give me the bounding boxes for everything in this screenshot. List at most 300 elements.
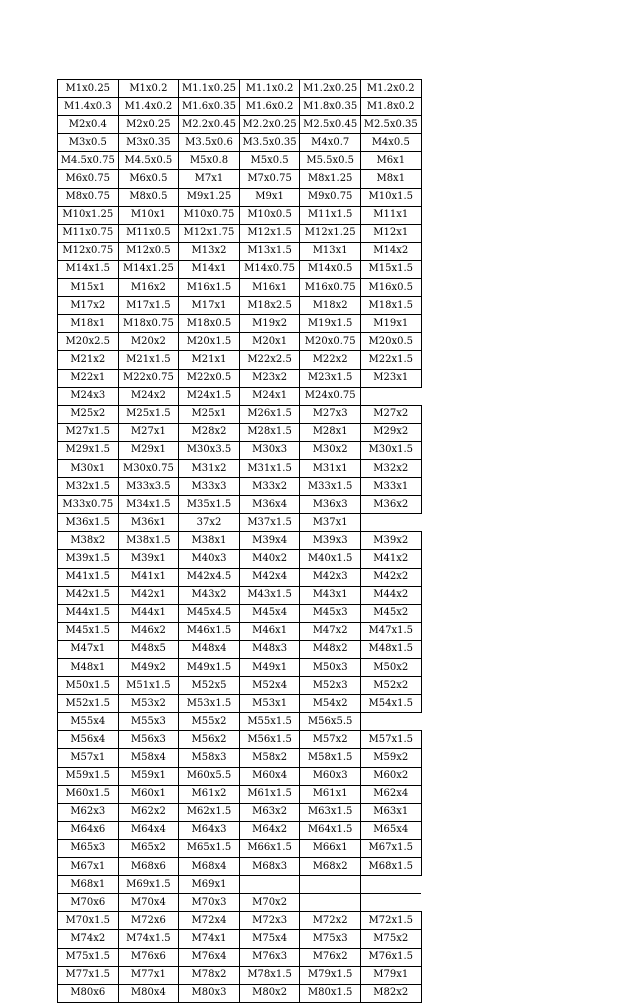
table-cell[interactable]: M48x2 (300, 640, 361, 658)
table-cell[interactable]: M50x2 (360, 659, 421, 677)
table-cell[interactable]: M1.2x0.2 (360, 80, 421, 98)
table-cell[interactable]: M29x2 (360, 423, 421, 441)
table-cell[interactable]: M18x0.5 (179, 315, 240, 333)
table-cell[interactable]: M8x1 (360, 170, 421, 188)
table-cell[interactable]: M47x2 (300, 622, 361, 640)
table-cell[interactable]: M60x1.5 (58, 785, 119, 803)
table-cell[interactable]: M22x1 (58, 369, 119, 387)
table-cell[interactable]: M68x1 (58, 876, 119, 894)
table-cell[interactable]: M76x4 (179, 948, 240, 966)
table-cell[interactable]: M57x1.5 (360, 731, 421, 749)
table-cell[interactable]: M1x0.2 (118, 80, 179, 98)
table-cell[interactable]: M36x1.5 (58, 514, 119, 532)
table-cell[interactable]: M18x2 (300, 297, 361, 315)
table-cell[interactable]: M56x5.5 (300, 713, 361, 731)
table-cell[interactable]: M42x4 (239, 568, 300, 586)
table-cell[interactable]: M24x1.5 (179, 387, 240, 405)
table-cell[interactable]: M75x1.5 (58, 948, 119, 966)
table-cell[interactable]: M22x2.5 (239, 351, 300, 369)
table-cell[interactable]: M32x2 (360, 459, 421, 477)
table-cell[interactable]: M70x6 (58, 894, 119, 912)
table-cell[interactable]: M39x1 (118, 550, 179, 568)
table-cell[interactable]: M4x0.7 (300, 134, 361, 152)
table-cell[interactable]: M44x1.5 (58, 604, 119, 622)
table-cell[interactable]: M11x0.5 (118, 224, 179, 242)
table-cell[interactable]: M52x2 (360, 677, 421, 695)
table-cell[interactable]: M36x4 (239, 496, 300, 514)
table-cell[interactable]: M5x0.5 (239, 152, 300, 170)
table-cell[interactable]: M40x1.5 (300, 550, 361, 568)
table-cell[interactable]: M8x1.25 (300, 170, 361, 188)
table-cell[interactable]: M3x0.35 (118, 134, 179, 152)
table-cell[interactable]: M61x1 (300, 785, 361, 803)
table-cell[interactable]: M49x1.5 (179, 659, 240, 677)
table-cell[interactable]: M68x6 (118, 858, 179, 876)
table-cell[interactable]: M48x5 (118, 640, 179, 658)
table-cell[interactable]: M72x1.5 (360, 912, 421, 930)
table-cell[interactable]: M41x1 (118, 568, 179, 586)
table-cell[interactable]: M42x2 (360, 568, 421, 586)
table-cell[interactable]: M45x4 (239, 604, 300, 622)
table-cell[interactable]: M1.8x0.35 (300, 98, 361, 116)
table-cell[interactable]: M72x4 (179, 912, 240, 930)
table-cell[interactable]: M3.5x0.6 (179, 134, 240, 152)
table-cell[interactable]: M65x1.5 (179, 839, 240, 857)
table-cell[interactable]: M55x2 (179, 713, 240, 731)
table-cell[interactable]: M15x1.5 (360, 260, 421, 278)
table-cell[interactable]: M69x1.5 (118, 876, 179, 894)
table-cell[interactable]: M14x2 (360, 242, 421, 260)
table-cell[interactable]: M78x1.5 (239, 966, 300, 984)
table-cell[interactable]: M27x1 (118, 423, 179, 441)
table-cell[interactable]: M14x1.5 (58, 260, 119, 278)
table-cell[interactable]: M2.5x0.35 (360, 116, 421, 134)
table-cell[interactable]: M1.6x0.2 (239, 98, 300, 116)
table-cell[interactable]: M70x4 (118, 894, 179, 912)
table-cell[interactable] (300, 876, 361, 894)
table-cell[interactable]: M22x0.75 (118, 369, 179, 387)
table-cell[interactable]: M76x3 (239, 948, 300, 966)
table-cell[interactable]: M65x4 (360, 821, 421, 839)
table-cell[interactable]: M11x0.75 (58, 224, 119, 242)
table-cell[interactable]: 37x2 (179, 514, 240, 532)
table-cell[interactable]: M42x4.5 (179, 568, 240, 586)
table-cell[interactable]: M60x5.5 (179, 767, 240, 785)
table-cell[interactable]: M13x1 (300, 242, 361, 260)
table-cell[interactable]: M38x2 (58, 532, 119, 550)
table-cell[interactable]: M67x1 (58, 858, 119, 876)
table-cell[interactable]: M48x1 (58, 659, 119, 677)
table-cell[interactable]: M80x4 (118, 984, 179, 1002)
table-cell[interactable]: M4.5x0.75 (58, 152, 119, 170)
table-cell[interactable]: M16x0.75 (300, 279, 361, 297)
table-cell[interactable]: M80x6 (58, 984, 119, 1002)
table-cell[interactable]: M75x3 (300, 930, 361, 948)
table-cell[interactable]: M50x1.5 (58, 677, 119, 695)
table-cell[interactable]: M16x0.5 (360, 279, 421, 297)
table-cell[interactable]: M80x2 (239, 984, 300, 1002)
table-cell[interactable]: M5x0.8 (179, 152, 240, 170)
table-cell[interactable]: M52x4 (239, 677, 300, 695)
table-cell[interactable]: M63x1 (360, 803, 421, 821)
table-cell[interactable]: M58x3 (179, 749, 240, 767)
table-cell[interactable]: M57x2 (300, 731, 361, 749)
table-cell[interactable] (360, 514, 421, 532)
table-cell[interactable]: M11x1.5 (300, 206, 361, 224)
table-cell[interactable]: M52x1.5 (58, 695, 119, 713)
table-cell[interactable]: M19x1.5 (300, 315, 361, 333)
table-cell[interactable]: M3x0.5 (58, 134, 119, 152)
table-cell[interactable]: M53x1.5 (179, 695, 240, 713)
table-cell[interactable]: M70x1.5 (58, 912, 119, 930)
table-cell[interactable]: M46x1 (239, 622, 300, 640)
table-cell[interactable]: M2.2x0.45 (179, 116, 240, 134)
table-cell[interactable]: M76x2 (300, 948, 361, 966)
table-cell[interactable]: M48x3 (239, 640, 300, 658)
table-cell[interactable]: M24x3 (58, 387, 119, 405)
table-cell[interactable]: M64x6 (58, 821, 119, 839)
table-cell[interactable]: M14x0.75 (239, 260, 300, 278)
table-cell[interactable]: M64x2 (239, 821, 300, 839)
table-cell[interactable]: M82x2 (360, 984, 421, 1002)
table-cell[interactable]: M38x1.5 (118, 532, 179, 550)
table-cell[interactable]: M77x1 (118, 966, 179, 984)
table-cell[interactable]: M58x2 (239, 749, 300, 767)
table-cell[interactable]: M39x4 (239, 532, 300, 550)
table-cell[interactable]: M18x1.5 (360, 297, 421, 315)
table-cell[interactable]: M9x1.25 (179, 188, 240, 206)
table-cell[interactable]: M47x1 (58, 640, 119, 658)
table-cell[interactable]: M20x2 (118, 333, 179, 351)
table-cell[interactable]: M22x2 (300, 351, 361, 369)
table-cell[interactable]: M33x3 (179, 478, 240, 496)
table-cell[interactable]: M18x1 (58, 315, 119, 333)
table-cell[interactable]: M53x1 (239, 695, 300, 713)
table-cell[interactable]: M27x1.5 (58, 423, 119, 441)
table-cell[interactable]: M18x2.5 (239, 297, 300, 315)
table-cell[interactable]: M75x4 (239, 930, 300, 948)
table-cell[interactable]: M60x3 (300, 767, 361, 785)
table-cell[interactable]: M66x1 (300, 839, 361, 857)
table-cell[interactable]: M12x0.5 (118, 242, 179, 260)
table-cell[interactable]: M76x6 (118, 948, 179, 966)
table-cell[interactable]: M22x0.5 (179, 369, 240, 387)
table-cell[interactable]: M9x0.75 (300, 188, 361, 206)
table-cell[interactable]: M55x4 (58, 713, 119, 731)
table-cell[interactable]: M60x2 (360, 767, 421, 785)
table-cell[interactable]: M12x1.25 (300, 224, 361, 242)
table-cell[interactable]: M79x1 (360, 966, 421, 984)
table-cell[interactable]: M24x1 (239, 387, 300, 405)
table-cell[interactable]: M7x1 (179, 170, 240, 188)
table-cell[interactable]: M20x1 (239, 333, 300, 351)
table-cell[interactable]: M68x3 (239, 858, 300, 876)
table-cell[interactable]: M4.5x0.5 (118, 152, 179, 170)
table-cell[interactable]: M60x1 (118, 785, 179, 803)
table-cell[interactable]: M1.1x0.25 (179, 80, 240, 98)
table-cell[interactable]: M74x2 (58, 930, 119, 948)
table-cell[interactable]: M1.8x0.2 (360, 98, 421, 116)
table-cell[interactable]: M10x0.75 (179, 206, 240, 224)
table-cell[interactable]: M72x2 (300, 912, 361, 930)
table-cell[interactable]: M25x1.5 (118, 405, 179, 423)
table-cell[interactable]: M21x1 (179, 351, 240, 369)
table-cell[interactable]: M13x2 (179, 242, 240, 260)
table-cell[interactable]: M29x1.5 (58, 441, 119, 459)
table-cell[interactable]: M64x4 (118, 821, 179, 839)
table-cell[interactable]: M58x1.5 (300, 749, 361, 767)
table-cell[interactable]: M1.4x0.3 (58, 98, 119, 116)
table-cell[interactable]: M31x1 (300, 459, 361, 477)
table-cell[interactable]: M25x1 (179, 405, 240, 423)
table-cell[interactable]: M76x1.5 (360, 948, 421, 966)
table-cell[interactable]: M65x3 (58, 839, 119, 857)
table-cell[interactable]: M41x1.5 (58, 568, 119, 586)
table-cell[interactable]: M40x3 (179, 550, 240, 568)
table-cell[interactable]: M16x1.5 (179, 279, 240, 297)
table-cell[interactable]: M55x1.5 (239, 713, 300, 731)
table-cell[interactable]: M58x4 (118, 749, 179, 767)
table-cell[interactable]: M1.2x0.25 (300, 80, 361, 98)
table-cell[interactable]: M74x1 (179, 930, 240, 948)
table-cell[interactable]: M24x0.75 (300, 387, 361, 405)
table-cell[interactable]: M28x1 (300, 423, 361, 441)
table-cell[interactable]: M16x1 (239, 279, 300, 297)
table-cell[interactable]: M17x2 (58, 297, 119, 315)
table-cell[interactable]: M28x1.5 (239, 423, 300, 441)
table-cell[interactable]: M33x2 (239, 478, 300, 496)
table-cell[interactable]: M25x2 (58, 405, 119, 423)
table-cell[interactable]: M7x0.75 (239, 170, 300, 188)
table-cell[interactable]: M23x2 (239, 369, 300, 387)
table-cell[interactable]: M17x1 (179, 297, 240, 315)
table-cell[interactable]: M30x2 (300, 441, 361, 459)
table-cell[interactable]: M24x2 (118, 387, 179, 405)
table-cell[interactable]: M45x3 (300, 604, 361, 622)
table-cell[interactable]: M29x1 (118, 441, 179, 459)
table-cell[interactable] (239, 876, 300, 894)
table-cell[interactable]: M20x0.5 (360, 333, 421, 351)
table-cell[interactable]: M30x1.5 (360, 441, 421, 459)
table-cell[interactable]: M39x1.5 (58, 550, 119, 568)
table-cell[interactable]: M48x4 (179, 640, 240, 658)
table-cell[interactable]: M52x3 (300, 677, 361, 695)
table-cell[interactable]: M77x1.5 (58, 966, 119, 984)
table-cell[interactable]: M30x3 (239, 441, 300, 459)
table-cell[interactable]: M33x1.5 (300, 478, 361, 496)
table-cell[interactable]: M8x0.5 (118, 188, 179, 206)
table-cell[interactable]: M30x3.5 (179, 441, 240, 459)
table-cell[interactable]: M4x0.5 (360, 134, 421, 152)
table-cell[interactable]: M22x1.5 (360, 351, 421, 369)
table-cell[interactable]: M12x0.75 (58, 242, 119, 260)
table-cell[interactable]: M49x1 (239, 659, 300, 677)
table-cell[interactable]: M19x1 (360, 315, 421, 333)
table-cell[interactable]: M17x1.5 (118, 297, 179, 315)
table-cell[interactable]: M30x0.75 (118, 459, 179, 477)
table-cell[interactable]: M61x1.5 (239, 785, 300, 803)
table-cell[interactable]: M65x2 (118, 839, 179, 857)
table-cell[interactable]: M44x1 (118, 604, 179, 622)
table-cell[interactable]: M23x1.5 (300, 369, 361, 387)
table-cell[interactable]: M10x1.5 (360, 188, 421, 206)
table-cell[interactable]: M32x1.5 (58, 478, 119, 496)
table-cell[interactable]: M5.5x0.5 (300, 152, 361, 170)
table-cell[interactable]: M20x1.5 (179, 333, 240, 351)
table-cell[interactable]: M28x2 (179, 423, 240, 441)
table-cell[interactable]: M27x2 (360, 405, 421, 423)
table-cell[interactable]: M50x3 (300, 659, 361, 677)
table-cell[interactable]: M6x0.75 (58, 170, 119, 188)
table-cell[interactable]: M42x1.5 (58, 586, 119, 604)
table-cell[interactable]: M6x0.5 (118, 170, 179, 188)
table-cell[interactable]: M68x4 (179, 858, 240, 876)
table-cell[interactable]: M31x2 (179, 459, 240, 477)
table-cell[interactable]: M40x2 (239, 550, 300, 568)
table-cell[interactable]: M62x1.5 (179, 803, 240, 821)
table-cell[interactable]: M45x1.5 (58, 622, 119, 640)
table-cell[interactable]: M80x3 (179, 984, 240, 1002)
table-cell[interactable]: M70x3 (179, 894, 240, 912)
table-cell[interactable]: M56x2 (179, 731, 240, 749)
table-cell[interactable]: M2.5x0.45 (300, 116, 361, 134)
table-cell[interactable]: M72x6 (118, 912, 179, 930)
table-cell[interactable]: M39x3 (300, 532, 361, 550)
table-cell[interactable]: M44x2 (360, 586, 421, 604)
table-cell[interactable]: M53x2 (118, 695, 179, 713)
table-cell[interactable]: M66x1.5 (239, 839, 300, 857)
table-cell[interactable]: M64x1.5 (300, 821, 361, 839)
table-cell[interactable]: M67x1.5 (360, 839, 421, 857)
table-cell[interactable]: M75x2 (360, 930, 421, 948)
table-cell[interactable]: M13x1.5 (239, 242, 300, 260)
table-cell[interactable]: M38x1 (179, 532, 240, 550)
table-cell[interactable]: M6x1 (360, 152, 421, 170)
table-cell[interactable]: M55x3 (118, 713, 179, 731)
table-cell[interactable]: M10x0.5 (239, 206, 300, 224)
table-cell[interactable]: M20x2.5 (58, 333, 119, 351)
table-cell[interactable]: M34x1.5 (118, 496, 179, 514)
table-cell[interactable]: M2x0.25 (118, 116, 179, 134)
table-cell[interactable]: M42x1 (118, 586, 179, 604)
table-cell[interactable]: M70x2 (239, 894, 300, 912)
table-cell[interactable]: M2.2x0.25 (239, 116, 300, 134)
table-cell[interactable]: M56x3 (118, 731, 179, 749)
table-cell[interactable]: M36x1 (118, 514, 179, 532)
table-cell[interactable]: M36x2 (360, 496, 421, 514)
table-cell[interactable]: M3.5x0.35 (239, 134, 300, 152)
table-cell[interactable]: M59x2 (360, 749, 421, 767)
table-cell[interactable]: M41x2 (360, 550, 421, 568)
table-cell[interactable]: M33x0.75 (58, 496, 119, 514)
table-cell[interactable]: M14x1 (179, 260, 240, 278)
table-cell[interactable]: M60x4 (239, 767, 300, 785)
table-cell[interactable]: M19x2 (239, 315, 300, 333)
table-cell[interactable]: M52x5 (179, 677, 240, 695)
table-cell[interactable]: M45x4.5 (179, 604, 240, 622)
table-cell[interactable]: M36x3 (300, 496, 361, 514)
table-cell[interactable]: M51x1.5 (118, 677, 179, 695)
table-cell[interactable]: M79x1.5 (300, 966, 361, 984)
table-cell[interactable]: M11x1 (360, 206, 421, 224)
table-cell[interactable]: M47x1.5 (360, 622, 421, 640)
table-cell[interactable]: M62x2 (118, 803, 179, 821)
table-cell[interactable]: M10x1 (118, 206, 179, 224)
table-cell[interactable]: M8x0.75 (58, 188, 119, 206)
table-cell[interactable]: M46x1.5 (179, 622, 240, 640)
table-cell[interactable]: M27x3 (300, 405, 361, 423)
table-cell[interactable]: M62x3 (58, 803, 119, 821)
table-cell[interactable]: M63x1.5 (300, 803, 361, 821)
table-cell[interactable]: M9x1 (239, 188, 300, 206)
table-cell[interactable]: M21x1.5 (118, 351, 179, 369)
table-cell[interactable]: M21x2 (58, 351, 119, 369)
table-cell[interactable]: M56x1.5 (239, 731, 300, 749)
table-cell[interactable]: M2x0.4 (58, 116, 119, 134)
table-cell[interactable]: M42x3 (300, 568, 361, 586)
table-cell[interactable]: M46x2 (118, 622, 179, 640)
table-cell[interactable]: M31x1.5 (239, 459, 300, 477)
table-cell[interactable]: M1.6x0.35 (179, 98, 240, 116)
table-cell[interactable]: M23x1 (360, 369, 421, 387)
table-cell[interactable] (360, 713, 421, 731)
table-cell[interactable]: M57x1 (58, 749, 119, 767)
table-cell[interactable]: M37x1.5 (239, 514, 300, 532)
table-cell[interactable]: M37x1 (300, 514, 361, 532)
table-cell[interactable]: M12x1.75 (179, 224, 240, 242)
table-cell[interactable]: M74x1.5 (118, 930, 179, 948)
table-cell[interactable]: M63x2 (239, 803, 300, 821)
table-cell[interactable]: M54x2 (300, 695, 361, 713)
table-cell[interactable]: M80x1.5 (300, 984, 361, 1002)
table-cell[interactable]: M1.1x0.2 (239, 80, 300, 98)
table-cell[interactable]: M14x0.5 (300, 260, 361, 278)
table-cell[interactable]: M30x1 (58, 459, 119, 477)
table-cell[interactable]: M15x1 (58, 279, 119, 297)
table-cell[interactable]: M1.4x0.2 (118, 98, 179, 116)
table-cell[interactable]: M33x3.5 (118, 478, 179, 496)
table-cell[interactable]: M16x2 (118, 279, 179, 297)
table-cell[interactable]: M39x2 (360, 532, 421, 550)
table-cell[interactable]: M33x1 (360, 478, 421, 496)
table-cell[interactable]: M43x1 (300, 586, 361, 604)
table-cell[interactable]: M45x2 (360, 604, 421, 622)
table-cell[interactable]: M26x1.5 (239, 405, 300, 423)
table-cell[interactable]: M43x1.5 (239, 586, 300, 604)
table-cell[interactable]: M69x1 (179, 876, 240, 894)
table-cell[interactable]: M12x1.5 (239, 224, 300, 242)
table-cell[interactable]: M68x2 (300, 858, 361, 876)
table-cell[interactable]: M61x2 (179, 785, 240, 803)
table-cell[interactable]: M12x1 (360, 224, 421, 242)
table-cell[interactable]: M35x1.5 (179, 496, 240, 514)
table-cell[interactable]: M72x3 (239, 912, 300, 930)
table-cell[interactable]: M78x2 (179, 966, 240, 984)
table-cell[interactable]: M62x4 (360, 785, 421, 803)
table-cell[interactable] (360, 876, 421, 894)
table-cell[interactable] (360, 387, 421, 405)
table-cell[interactable]: M18x0.75 (118, 315, 179, 333)
table-cell[interactable]: M49x2 (118, 659, 179, 677)
table-cell[interactable]: M59x1 (118, 767, 179, 785)
table-cell[interactable]: M59x1.5 (58, 767, 119, 785)
table-cell[interactable]: M64x3 (179, 821, 240, 839)
table-cell[interactable]: M68x1.5 (360, 858, 421, 876)
table-cell[interactable]: M43x2 (179, 586, 240, 604)
table-cell[interactable]: M56x4 (58, 731, 119, 749)
table-cell[interactable]: M14x1.25 (118, 260, 179, 278)
table-cell[interactable]: M48x1.5 (360, 640, 421, 658)
